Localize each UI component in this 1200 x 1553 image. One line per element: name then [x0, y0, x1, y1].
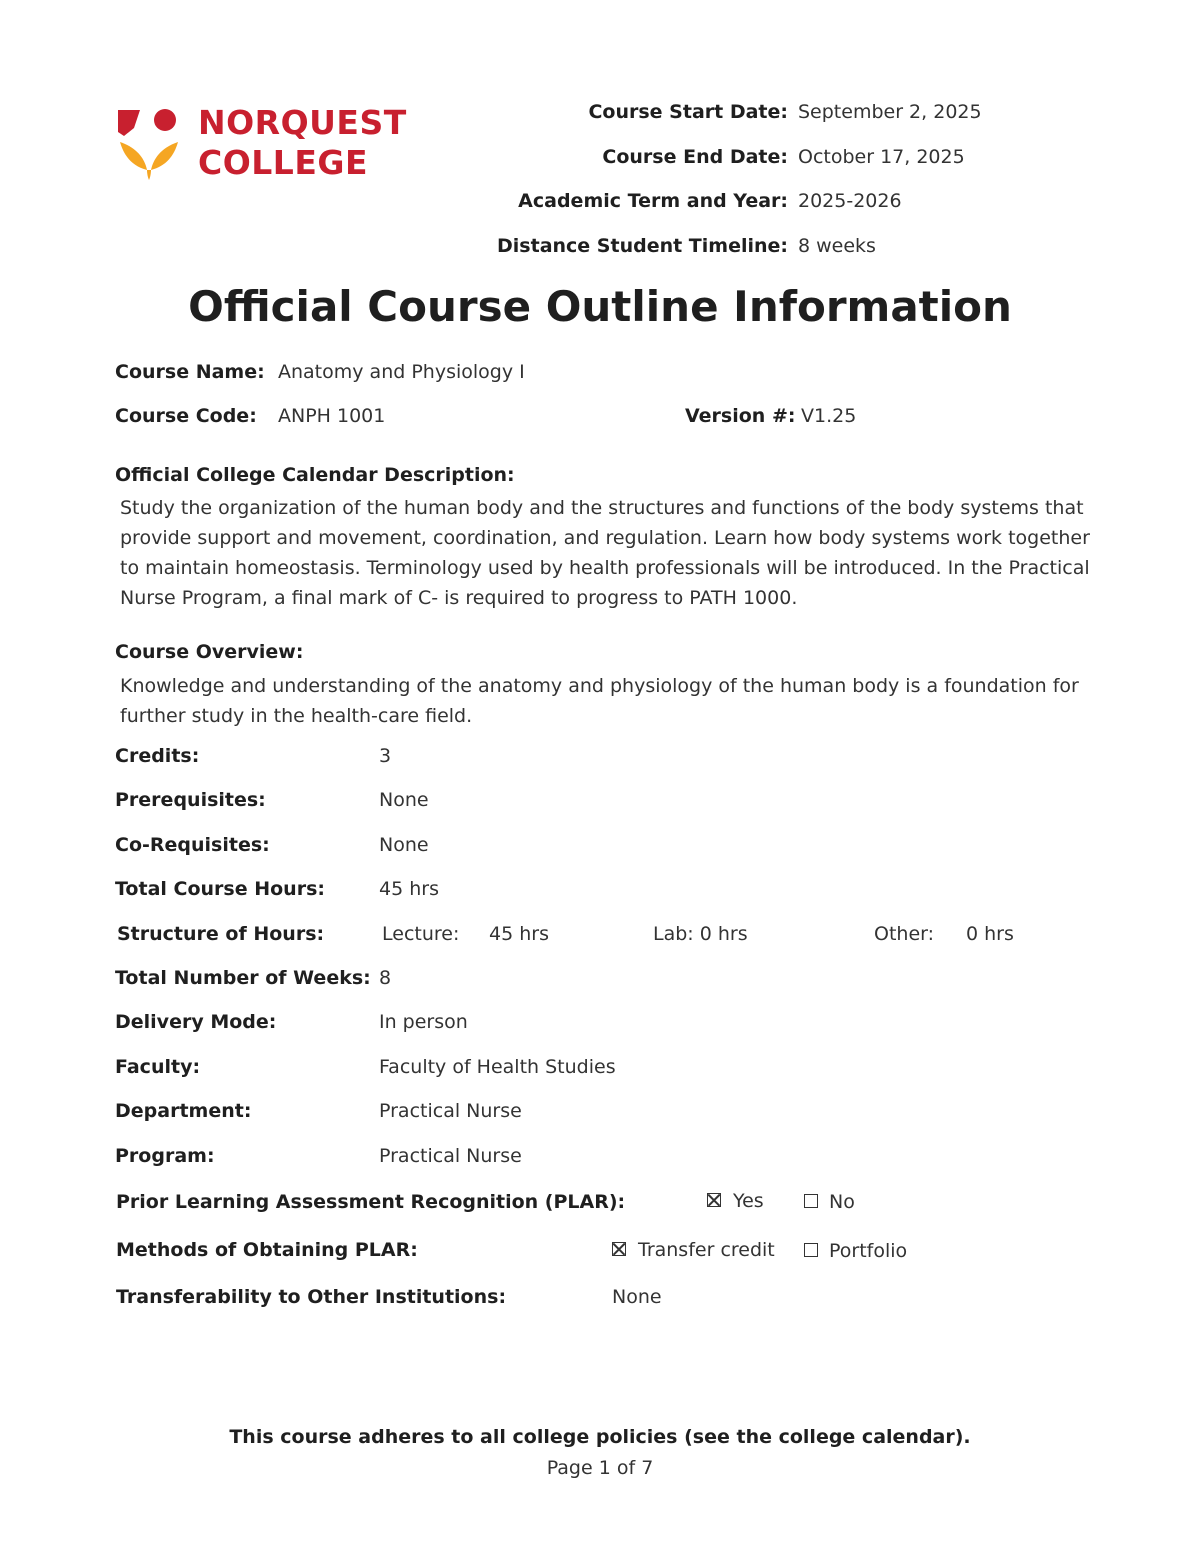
end-date-label: Course End Date:	[602, 146, 788, 168]
corequisites-label: Co-Requisites:	[115, 834, 270, 856]
norquest-logo-icon	[118, 106, 180, 180]
total-hours-label: Total Course Hours:	[115, 878, 325, 900]
timeline-label: Distance Student Timeline:	[497, 235, 788, 257]
start-date-value: September 2, 2025	[798, 101, 982, 123]
plar-label: Prior Learning Assessment Recognition (PLAR):	[116, 1191, 626, 1213]
course-overview-text: Knowledge and understanding of the anatomy and physiology of the human body is a foundation for further study in the health-care field.	[120, 675, 1079, 727]
plar-yes-label: Yes	[733, 1190, 764, 1212]
calendar-description-heading: Official College Calendar Description:	[115, 464, 515, 486]
timeline-value: 8 weeks	[798, 235, 876, 257]
transferability-label: Transferability to Other Institutions:	[116, 1286, 507, 1308]
version-value: V1.25	[801, 405, 857, 427]
portfolio-checkbox[interactable]	[804, 1243, 818, 1257]
course-name-value: Anatomy and Physiology I	[278, 361, 525, 383]
course-name-label: Course Name:	[115, 361, 265, 383]
total-hours-value: 45 hrs	[379, 878, 439, 900]
credits-value: 3	[379, 745, 392, 767]
plar-methods-label: Methods of Obtaining PLAR:	[116, 1239, 418, 1261]
course-overview-heading: Course Overview:	[115, 641, 304, 663]
credits-label: Credits:	[115, 745, 200, 767]
transfer-credit-checkbox[interactable]	[612, 1242, 626, 1256]
corequisites-value: None	[379, 834, 429, 856]
lecture-value: 45 hrs	[489, 923, 549, 945]
course-code-label: Course Code:	[115, 405, 257, 427]
structure-of-hours-label: Structure of Hours:	[117, 923, 325, 945]
department-value: Practical Nurse	[379, 1100, 522, 1122]
transferability-value: None	[612, 1286, 662, 1308]
total-weeks-label: Total Number of Weeks:	[115, 967, 371, 989]
program-label: Program:	[115, 1145, 215, 1167]
other-value: 0 hrs	[966, 923, 1014, 945]
lecture-label: Lecture:	[382, 923, 460, 945]
delivery-mode-label: Delivery Mode:	[115, 1011, 277, 1033]
prerequisites-value: None	[379, 789, 429, 811]
logo-text-norquest: NORQUEST	[198, 103, 407, 142]
term-label: Academic Term and Year:	[518, 190, 788, 212]
course-code-value: ANPH 1001	[278, 405, 386, 427]
plar-no-checkbox[interactable]	[804, 1194, 818, 1208]
delivery-mode-value: In person	[379, 1011, 468, 1033]
start-date-label: Course Start Date:	[588, 101, 788, 123]
term-value: 2025-2026	[798, 190, 902, 212]
logo-text-college: COLLEGE	[198, 143, 368, 182]
version-label: Version #:	[685, 405, 796, 427]
faculty-value: Faculty of Health Studies	[379, 1056, 616, 1078]
program-value: Practical Nurse	[379, 1145, 522, 1167]
plar-yes-checkbox[interactable]	[707, 1193, 721, 1207]
policy-note: This course adheres to all college policies (see the college calendar).	[229, 1426, 971, 1448]
page-number: Page 1 of 7	[546, 1457, 654, 1479]
lab-hours: Lab: 0 hrs	[653, 923, 748, 945]
other-label: Other:	[874, 923, 935, 945]
portfolio-label: Portfolio	[829, 1240, 908, 1262]
transfer-credit-label: Transfer credit	[638, 1239, 775, 1261]
page-title: Official Course Outline Information	[188, 282, 1012, 331]
end-date-value: October 17, 2025	[798, 146, 965, 168]
prerequisites-label: Prerequisites:	[115, 789, 266, 811]
calendar-description-text: Study the organization of the human body and the structures and functions of the body systems that provide support and movement, coordination, and regulation. Learn how body systems work together to maintain homeostasis. Terminology used by health professionals will be introduced. In the Practical Nurse Program, a final mark of C- is required to progress to PATH 1000.	[120, 497, 1090, 609]
faculty-label: Faculty:	[115, 1056, 201, 1078]
total-weeks-value: 8	[379, 967, 392, 989]
plar-no-label: No	[829, 1191, 855, 1213]
department-label: Department:	[115, 1100, 252, 1122]
